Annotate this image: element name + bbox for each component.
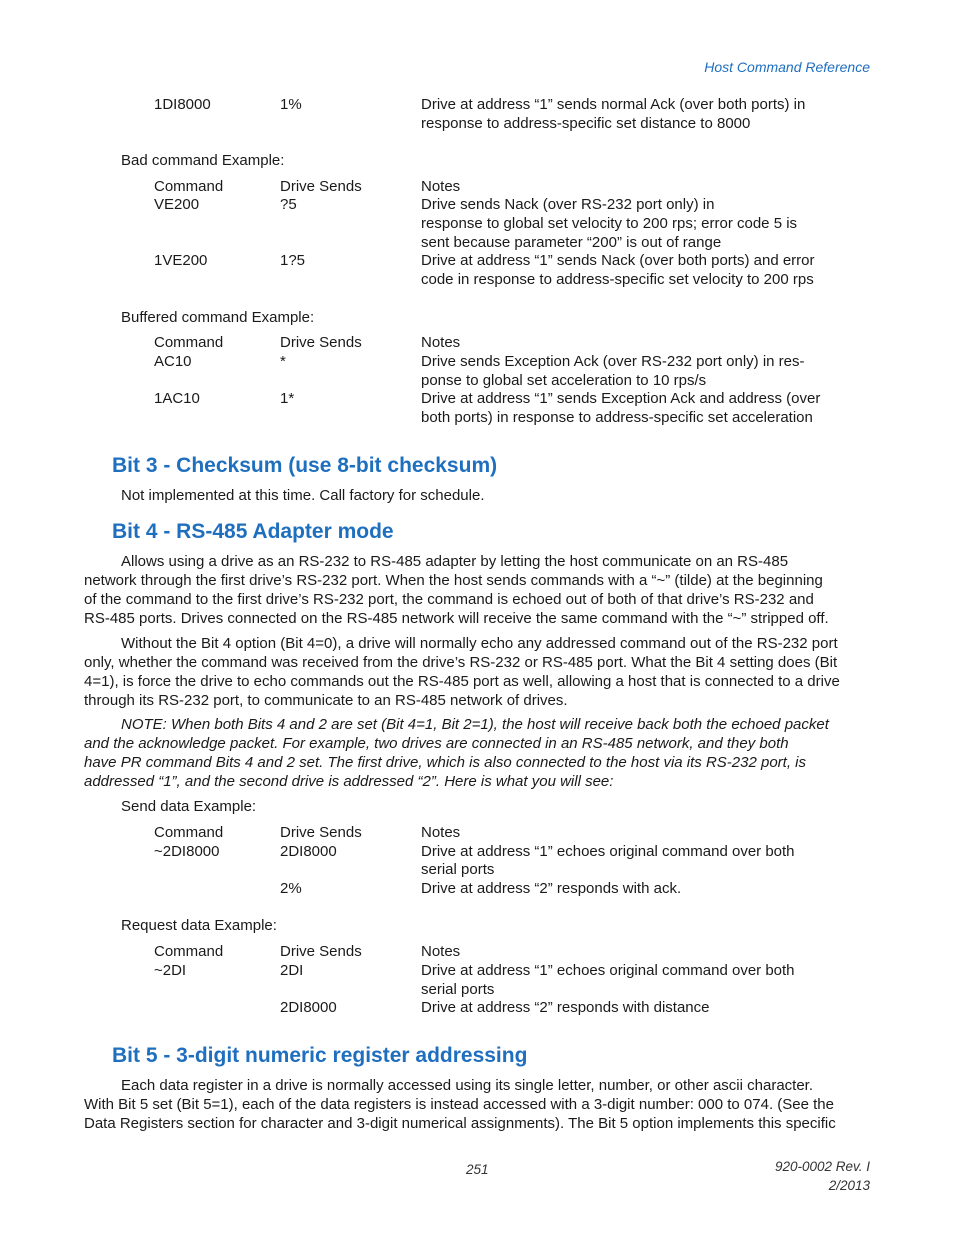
paragraph-line: 4=1), is force the drive to echo commands out the RS-485 port as well, allowing a host that is connected to a drive — [84, 673, 840, 690]
column-header-command: Command — [154, 334, 224, 351]
table-cell-command: 1VE200 — [154, 252, 208, 269]
paragraph-line: RS-485 ports. Drives connected on the RS-485 network will receive the same command with the “~” stripped off. — [84, 610, 829, 627]
column-header-notes: Notes — [421, 178, 461, 195]
note-line: addressed “1”, and the second drive is addressed “2”. Here is what you will see: — [84, 773, 614, 790]
table-cell-notes: serial ports — [421, 861, 495, 878]
column-header-sends: Drive Sends — [280, 178, 362, 195]
table-cell-notes: response to global set velocity to 200 rps; error code 5 is — [421, 215, 798, 232]
table-cell-notes: Drive at address “1” sends normal Ack (over both ports) in — [421, 96, 806, 113]
table-cell-command: 1DI8000 — [154, 96, 211, 113]
column-header-command: Command — [154, 824, 224, 841]
table-cell-notes: Drive at address “1” sends Exception Ack and address (over — [421, 390, 821, 407]
table-cell-command: ~2DI — [154, 962, 187, 979]
table-cell-notes: serial ports — [421, 981, 495, 998]
document-id: 920-0002 Rev. I — [774, 1159, 870, 1174]
table-cell-sends: 1* — [280, 390, 295, 407]
table-cell-notes: Drive at address “1” echoes original command over both — [421, 962, 795, 979]
table-cell-sends: 1% — [280, 96, 302, 113]
column-header-sends: Drive Sends — [280, 943, 362, 960]
note-line: NOTE: When both Bits 4 and 2 are set (Bit 4=1, Bit 2=1), the host will receive back both the echoed packet — [121, 716, 829, 733]
section-heading-bit4: Bit 4 - RS-485 Adapter mode — [112, 520, 394, 543]
table-cell-sends: 2DI8000 — [280, 999, 337, 1016]
table-cell-notes: Drive at address “2” responds with ack. — [421, 880, 682, 897]
example-label: Send data Example: — [121, 798, 257, 815]
column-header-notes: Notes — [421, 334, 461, 351]
bit3-text: Not implemented at this time. Call factory for schedule. — [121, 487, 485, 504]
section-heading-bit5: Bit 5 - 3-digit numeric register addressing — [112, 1044, 528, 1067]
table-cell-notes: Drive at address “1” sends Nack (over both ports) and error — [421, 252, 815, 269]
bit5-paragraph-1 — [84, 1076, 872, 1133]
note-line: and the acknowledge packet. For example, two drives are connected in an RS-485 network, and they both — [84, 735, 789, 752]
paragraph-line: network through the first drive’s RS-232 port. When the host sends commands with a “~” (tilde) at the beginning — [84, 572, 823, 589]
table-cell-notes: Drive at address “1” echoes original command over both — [421, 843, 795, 860]
table-cell-notes: Drive sends Nack (over RS-232 port only) in — [421, 196, 715, 213]
column-header-command: Command — [154, 943, 224, 960]
table-cell-notes: Drive at address “2” responds with distance — [421, 999, 710, 1016]
paragraph-line: Allows using a drive as an RS-232 to RS-485 adapter by letting the host communicate on an RS-485 — [121, 553, 789, 570]
table-cell-command: 1AC10 — [154, 390, 200, 407]
example-label: Request data Example: — [121, 917, 277, 934]
table-cell-sends: * — [280, 353, 286, 370]
table-cell-notes: Drive sends Exception Ack (over RS-232 port only) in res- — [421, 353, 805, 370]
table-cell-notes: code in response to address-specific set velocity to 200 rps — [421, 271, 814, 288]
page-number: 251 — [466, 1162, 489, 1177]
bit4-note — [84, 715, 872, 791]
paragraph-line: only, whether the command was received from the drive’s RS-232 or RS-485 port. What the Bit 4 setting does (Bit — [84, 654, 838, 671]
table-cell-sends: 2DI8000 — [280, 843, 337, 860]
table-cell-sends: 2% — [280, 880, 302, 897]
column-header-sends: Drive Sends — [280, 334, 362, 351]
table-cell-notes: sent because parameter “200” is out of range — [421, 234, 722, 251]
table-cell-command: VE200 — [154, 196, 200, 213]
table-cell-notes: both ports) in response to address-specific set acceleration — [421, 409, 813, 426]
table-cell-notes: response to address-specific set distance to 8000 — [421, 115, 751, 132]
table-cell-sends: 2DI — [280, 962, 304, 979]
paragraph-line: of the command to the first drive’s RS-232 port, the command is echoed out of both of that drive’s RS-232 and — [84, 591, 814, 608]
column-header-command: Command — [154, 178, 224, 195]
bit4-paragraph-2 — [84, 634, 872, 710]
section-heading-bit3: Bit 3 - Checksum (use 8-bit checksum) — [112, 454, 498, 477]
table-cell-notes: ponse to global set acceleration to 10 rps/s — [421, 372, 707, 389]
table-cell-sends: ?5 — [280, 196, 297, 213]
table-cell-sends: 1?5 — [280, 252, 306, 269]
running-header: Host Command Reference — [704, 59, 870, 75]
bit4-paragraph-1 — [84, 552, 872, 628]
document-date: 2/2013 — [828, 1178, 870, 1193]
note-line: have PR command Bits 4 and 2 set. The first drive, which is also connected to the host via its RS-232 port, is — [84, 754, 807, 771]
example-label: Buffered command Example: — [121, 309, 315, 326]
paragraph-line: Data Registers section for character and 3-digit numerical assignments). The Bit 5 option implements this specific — [84, 1115, 836, 1132]
table-cell-command: AC10 — [154, 353, 192, 370]
column-header-notes: Notes — [421, 943, 461, 960]
paragraph-line: through its RS-232 port, to communicate to an RS-485 network of drives. — [84, 692, 568, 709]
column-header-sends: Drive Sends — [280, 824, 362, 841]
paragraph-line: With Bit 5 set (Bit 5=1), each of the data registers is instead accessed with a 3-digit number: 000 to 074. (See the — [84, 1096, 834, 1113]
example-label: Bad command Example: — [121, 152, 285, 169]
paragraph-line: Without the Bit 4 option (Bit 4=0), a drive will normally echo any addressed command out of the RS-232 port — [121, 635, 838, 652]
column-header-notes: Notes — [421, 824, 461, 841]
table-cell-command: ~2DI8000 — [154, 843, 220, 860]
paragraph-line: Each data register in a drive is normally accessed using its single letter, number, or other ascii character. — [121, 1077, 813, 1094]
